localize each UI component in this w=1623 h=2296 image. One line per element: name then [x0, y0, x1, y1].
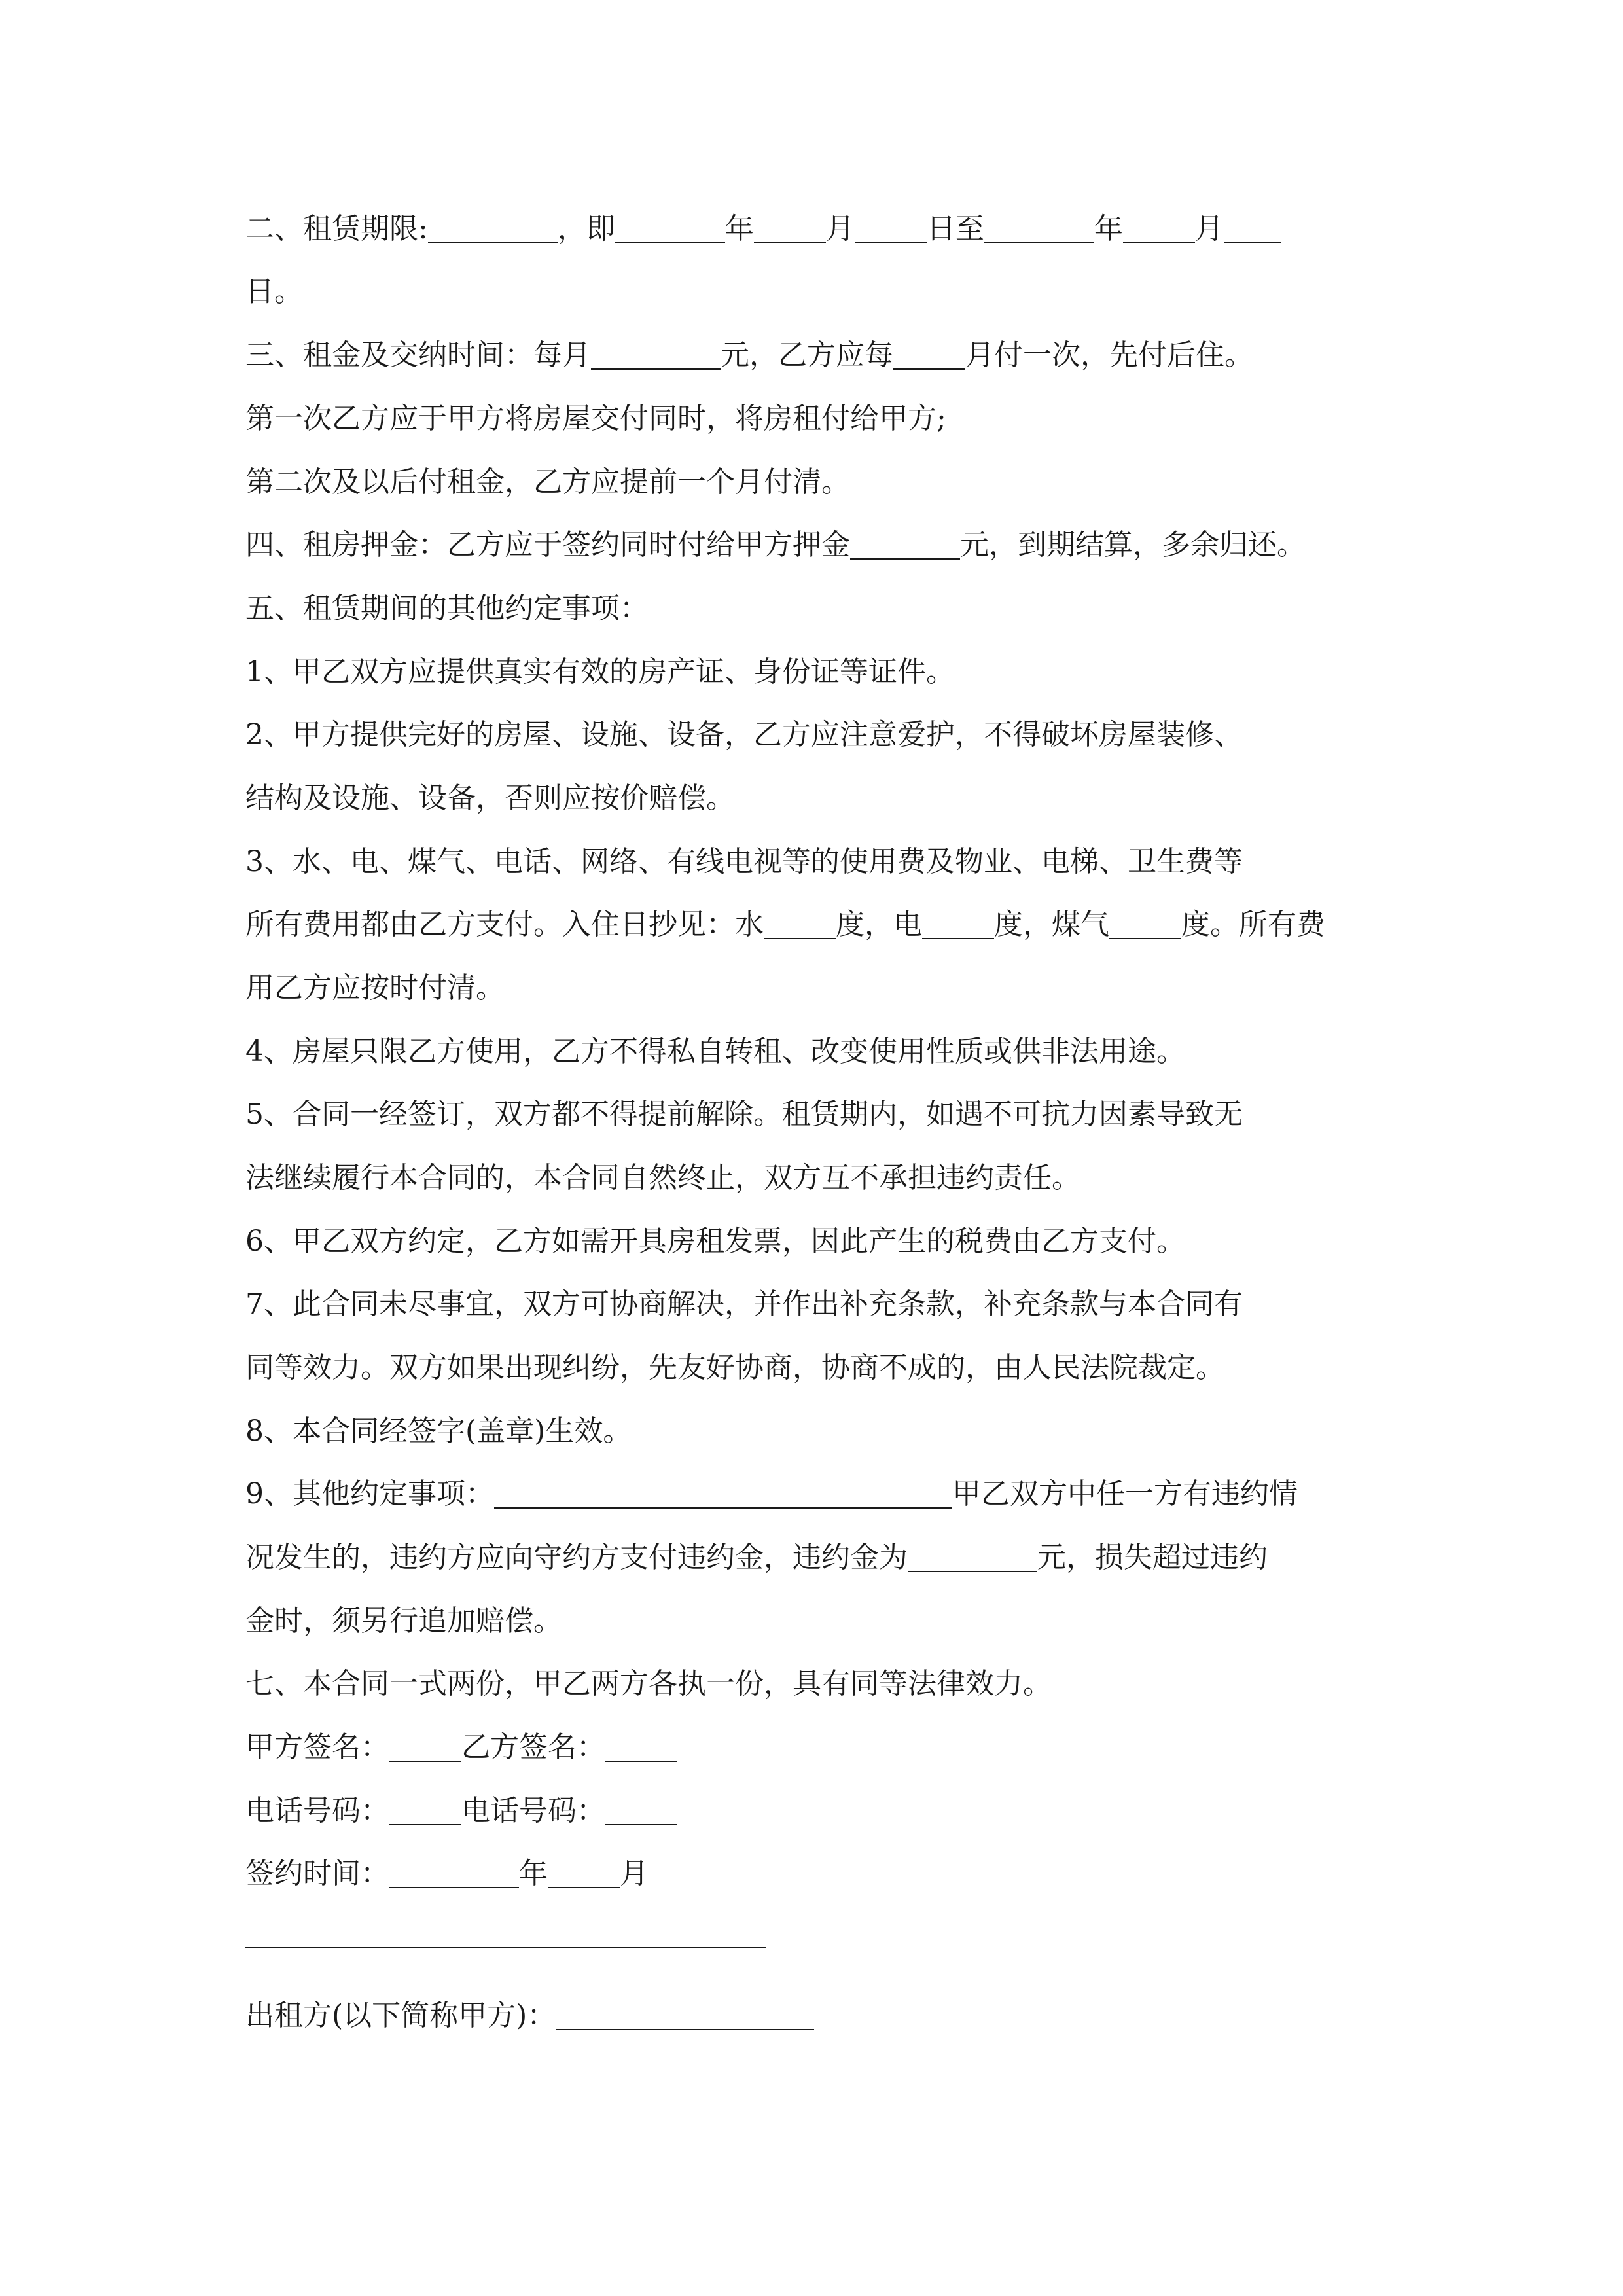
end-year-label: 年: [1094, 212, 1123, 245]
phone-line: [245, 1785, 1397, 1837]
end-year-blank[interactable]: [984, 213, 1094, 243]
item-7-line-2: 同等效力。双方如果出现纠纷，先友好协商，协商不成的，由人民法院裁定。: [245, 1351, 1224, 1384]
electric-label: 度，电: [836, 908, 922, 941]
item-7-line-1: 7、此合同未尽事宜，双方可协商解决，并作出补充条款，补充条款与本合同有: [245, 1287, 1243, 1321]
gas-reading-blank[interactable]: [1109, 909, 1181, 939]
party-a-sign-label: 甲方签名：: [245, 1731, 389, 1764]
party-a-phone-label: 电话号码：: [245, 1794, 389, 1827]
document-page: [245, 0, 1397, 2296]
signature-line: [245, 1721, 1397, 1774]
deposit-line: [245, 519, 1397, 571]
item-3-line-1: 3、水、电、煤气、电话、网络、有线电视等的使用费及物业、电梯、卫生费等: [245, 845, 1243, 878]
end-month-blank[interactable]: [1123, 213, 1195, 243]
end-day-blank[interactable]: [1224, 213, 1281, 243]
sign-year-blank[interactable]: [389, 1858, 519, 1888]
other-terms-blank[interactable]: [494, 1479, 952, 1509]
lease-term-line: [245, 203, 1397, 255]
later-payment-line: 第二次及以后付租金，乙方应提前一个月付清。: [245, 465, 850, 499]
item-9-line-3: 金时，须另行追加赔偿。: [245, 1604, 562, 1638]
deposit-label: 四、租房押金：乙方应于签约同时付给甲方押金: [245, 528, 850, 562]
lease-term-end-line: [245, 266, 1397, 318]
end-day-label: 日。: [245, 275, 303, 308]
party-a-sign-blank[interactable]: [389, 1732, 461, 1762]
section7: 七、本合同一式两份，甲乙两方各执一份，具有同等法律效力。: [245, 1667, 1052, 1700]
payment-interval-blank[interactable]: [893, 340, 965, 370]
penalty-amount-blank[interactable]: [908, 1542, 1037, 1572]
party-b-sign-blank[interactable]: [605, 1732, 677, 1762]
item-5-line-1: 5、合同一经签订，双方都不得提前解除。租赁期内，如遇不可抗力因素导致无: [245, 1098, 1243, 1131]
sign-date-label: 签约时间：: [245, 1857, 389, 1890]
rent-text-end: 月付一次，先付后住。: [965, 338, 1253, 372]
item-8: 8、本合同经签字(盖章)生效。: [245, 1414, 632, 1448]
lease-term-text: ，即: [557, 212, 615, 245]
party-b-phone-label: 电话号码：: [461, 1794, 605, 1827]
rent-label: 三、租金及交纳时间：每月: [245, 338, 591, 372]
start-month-blank[interactable]: [754, 213, 826, 243]
item-1: 1、甲乙双方应提供真实有效的房产证、身份证等证件。: [245, 655, 955, 689]
monthly-rent-blank[interactable]: [591, 340, 721, 370]
meter-text-end: 度。所有费: [1181, 908, 1325, 941]
lease-term-label: 二、租赁期限:: [245, 212, 428, 245]
party-b-phone-blank[interactable]: [605, 1795, 677, 1825]
water-reading-blank[interactable]: [764, 909, 836, 939]
penalty-text: 元，损失超过违约: [1037, 1541, 1268, 1574]
rent-text: 元，乙方应每: [721, 338, 893, 372]
item-5-line-2: 法继续履行本合同的，本合同自然终止，双方互不承担违约责任。: [245, 1161, 1080, 1194]
deposit-blank[interactable]: [850, 529, 960, 560]
gas-label: 度，煤气: [994, 908, 1109, 941]
item-9-line-1: [245, 1468, 1397, 1520]
other-terms-label: 9、其他约定事项：: [245, 1477, 494, 1511]
start-year-blank[interactable]: [615, 213, 725, 243]
first-payment-line: 第一次乙方应于甲方将房屋交付同时，将房租付给甲方;: [245, 402, 946, 435]
start-year-label: 年: [724, 212, 754, 245]
section5-title: 五、租赁期间的其他约定事项：: [245, 592, 649, 625]
lessor-name-blank[interactable]: [556, 2000, 814, 2030]
item-4: 4、房屋只限乙方使用，乙方不得私自转租、改变使用性质或供非法用途。: [245, 1035, 1185, 1068]
lessor-label: 出租方(以下简称甲方)：: [245, 1999, 556, 2032]
penalty-label: 况发生的，违约方应向守约方支付违约金，违约金为: [245, 1541, 908, 1574]
start-day-blank[interactable]: [855, 213, 927, 243]
lease-term-blank[interactable]: [428, 213, 558, 243]
sign-year-label: 年: [519, 1857, 548, 1890]
sign-month-label: 月: [620, 1857, 649, 1890]
party-b-sign-label: 乙方签名：: [461, 1731, 605, 1764]
item-6: 6、甲乙双方约定，乙方如需开具房租发票，因此产生的税费由乙方支付。: [245, 1225, 1185, 1258]
date-line: [245, 1848, 1397, 1900]
deposit-text: 元，到期结算，多余归还。: [960, 528, 1306, 562]
rent-line: [245, 329, 1397, 382]
item-9-line-2: [245, 1532, 1397, 1584]
start-day-label: 日至: [926, 212, 984, 245]
sign-month-blank[interactable]: [548, 1858, 620, 1888]
item-3-line-2: [245, 899, 1397, 951]
lessor-line: [245, 1990, 1397, 2042]
end-month-label: 月: [1194, 212, 1224, 245]
item-2-line-1: 2、甲方提供完好的房屋、设施、设备，乙方应注意爱护，不得破坏房屋装修、: [245, 718, 1243, 751]
electric-reading-blank[interactable]: [922, 909, 994, 939]
meter-label: 所有费用都由乙方支付。入住日抄见：水: [245, 908, 764, 941]
item-3-line-3: 用乙方应按时付清。: [245, 971, 505, 1005]
party-a-phone-blank[interactable]: [389, 1795, 461, 1825]
section-divider: [245, 1947, 766, 1948]
start-month-label: 月: [825, 212, 855, 245]
item-2-line-2: 结构及设施、设备，否则应按价赔偿。: [245, 781, 735, 815]
other-terms-text: 甲乙双方中任一方有违约情: [952, 1477, 1298, 1511]
